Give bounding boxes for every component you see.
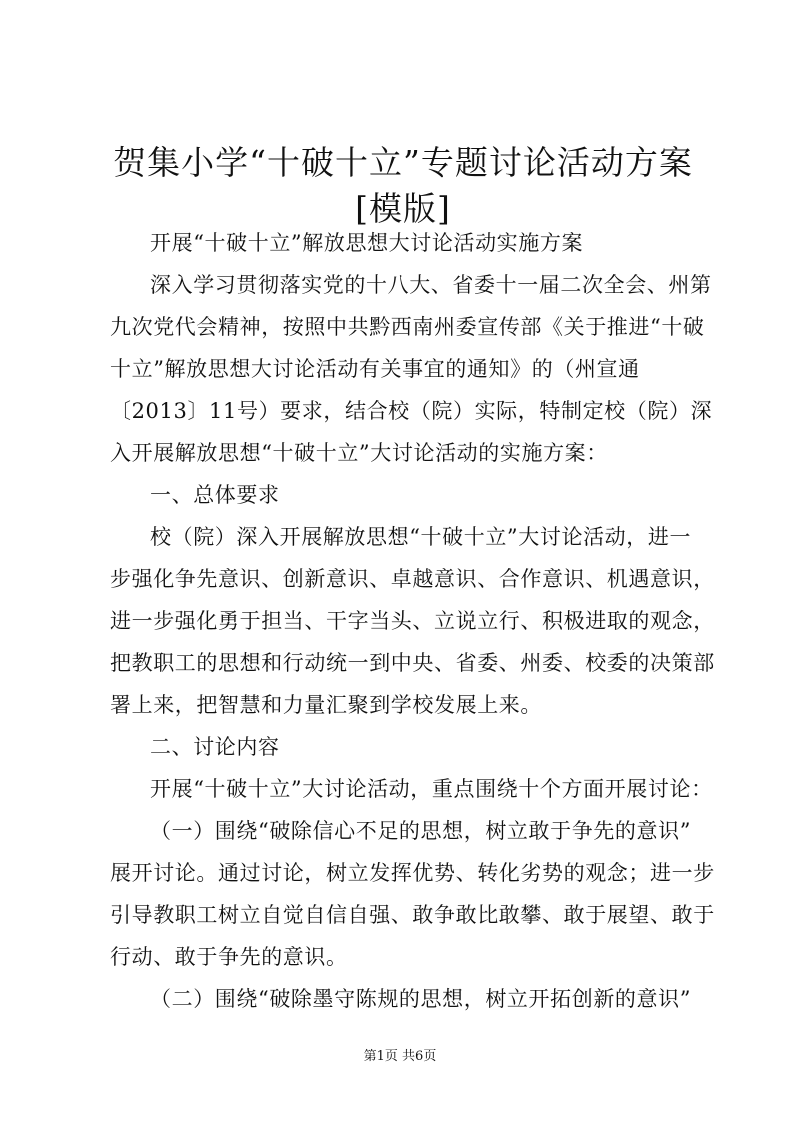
section-heading: 一、总体要求 [150, 483, 280, 507]
paragraph-line: （二）围绕“破除墨守陈规的思想，树立开拓创新的意识” [150, 987, 692, 1011]
document-title: 贺集小学“十破十立”专题讨论活动方案[模版] [113, 143, 693, 228]
paragraph-line: 署上来，把智慧和力量汇聚到学校发展上来。 [110, 693, 542, 717]
paragraph-line: 开展“十破十立”大讨论活动，重点围绕十个方面开展讨论： [150, 777, 713, 801]
paragraph-line: 展开讨论。通过讨论，树立发挥优势、转化劣势的观念；进一步 [110, 861, 715, 885]
paragraph-line: 把教职工的思想和行动统一到中央、省委、州委、校委的决策部 [110, 651, 715, 675]
section-heading: 二、讨论内容 [150, 735, 280, 759]
page-number: 第1页 共6页 [363, 1049, 437, 1064]
paragraph-line: 〔2013〕11号）要求，结合校（院）实际，特制定校（院）深 [110, 399, 713, 423]
paragraph-line: 九次党代会精神，按照中共黔西南州委宣传部《关于推进“十破 [110, 315, 705, 339]
paragraph-line: 入开展解放思想“十破十立”大讨论活动的实施方案： [110, 441, 608, 465]
paragraph-line: 十立”解放思想大讨论活动有关事宜的通知》的（州宣通 [110, 357, 640, 381]
paragraph-line: 步强化争先意识、创新意识、卓越意识、合作意识、机遇意识， [110, 567, 715, 591]
paragraph-line: 校（院）深入开展解放思想“十破十立”大讨论活动，进一 [150, 525, 692, 549]
paragraph-line: 进一步强化勇于担当、干字当头、立说立行、积极进取的观念， [110, 609, 715, 633]
paragraph-line: 行动、敢于争先的意识。 [110, 945, 348, 969]
subtitle-line: 开展“十破十立”解放思想大讨论活动实施方案 [150, 231, 584, 255]
paragraph-line: 引导教职工树立自觉自信自强、敢争敢比敢攀、敢于展望、敢于 [110, 903, 715, 927]
paragraph-line: 深入学习贯彻落实党的十八大、省委十一届二次全会、州第 [150, 273, 712, 297]
paragraph-line: （一）围绕“破除信心不足的思想，树立敢于争先的意识” [150, 819, 692, 843]
